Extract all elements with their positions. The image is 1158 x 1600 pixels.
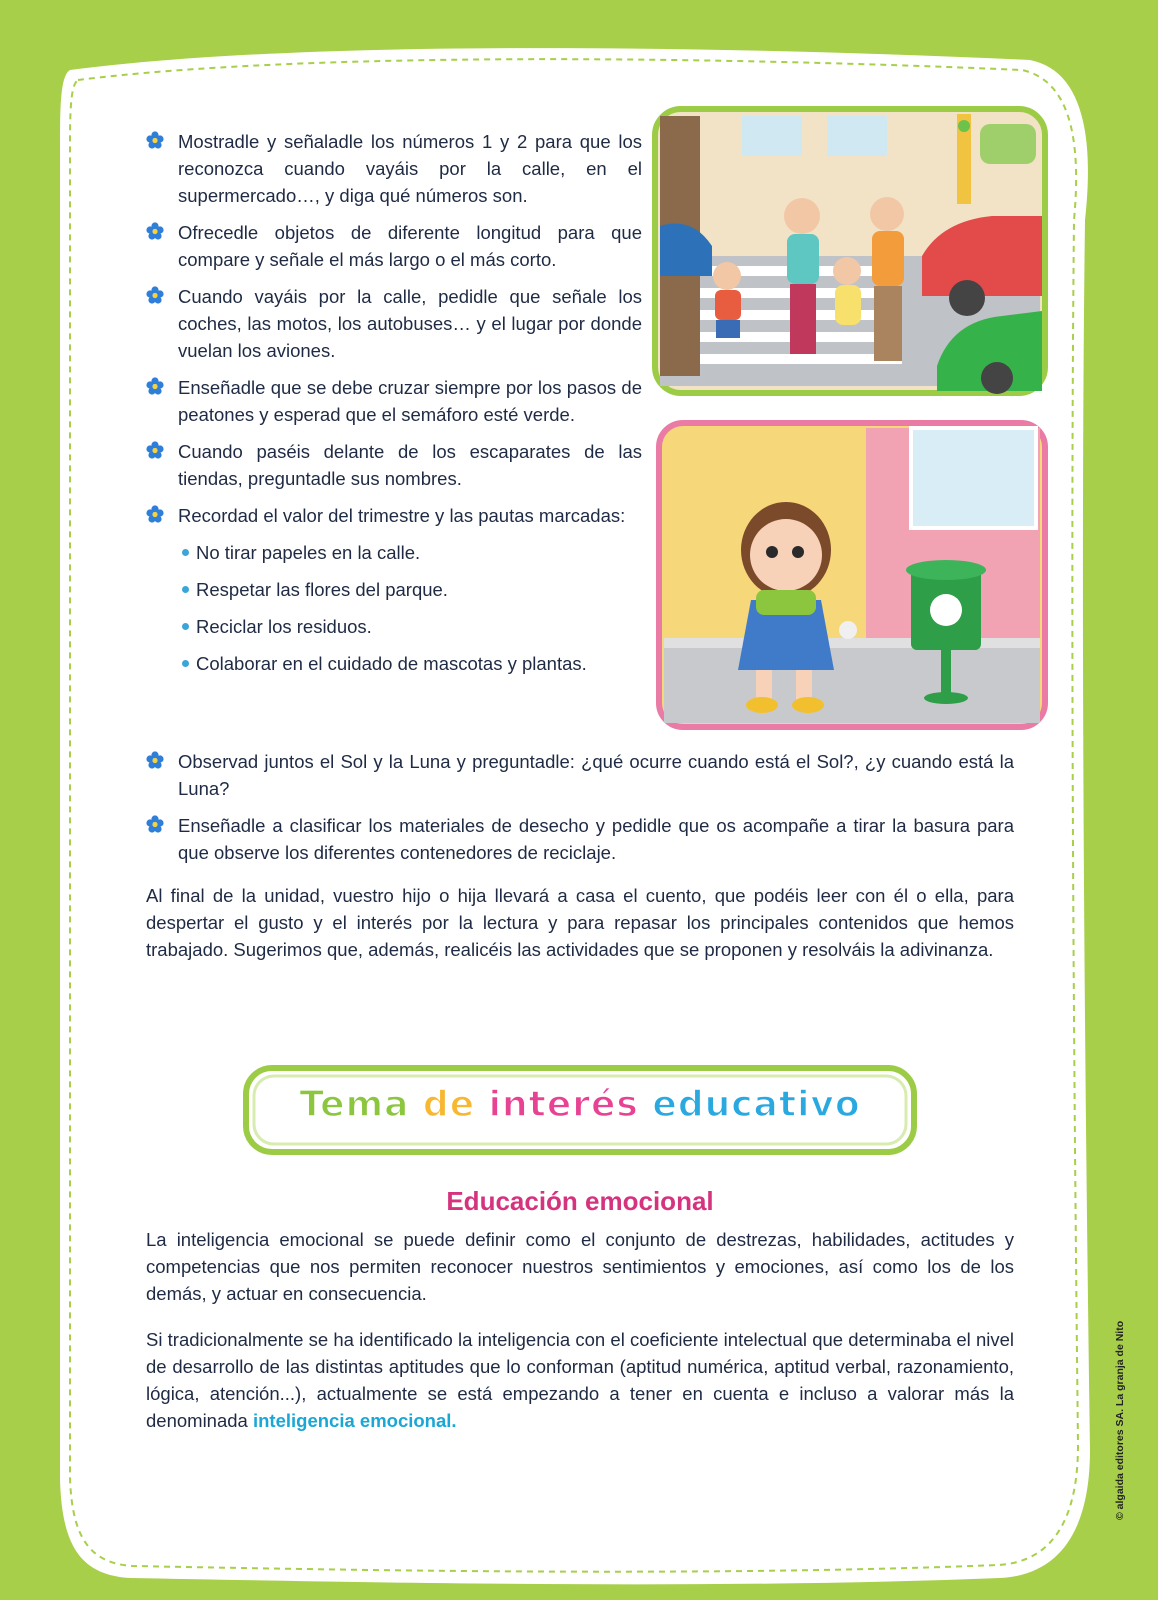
bullet-dot-icon (182, 586, 189, 593)
recycle-icon (930, 594, 962, 626)
highlight-term: inteligencia emocional. (252, 1410, 457, 1431)
list-item (146, 502, 642, 529)
list-item-text: Cuando vayáis por la calle, pedidle que señale los coches, las motos, los autobuses… y el lugar por donde vuelan los aviones. (178, 286, 642, 361)
bullet-dot-icon (182, 660, 189, 667)
banner-word: Tema (299, 1084, 410, 1125)
sub-list-item-text: Respetar las flores del parque. (196, 579, 448, 600)
section-title: Educación emocional (446, 1186, 714, 1216)
flower-icon (146, 815, 164, 833)
flower-icon (146, 751, 164, 769)
copyright-credit: © algaida editores SA. La granja de Nito (1114, 1320, 1126, 1520)
sub-list-item-text: Reciclar los residuos. (196, 616, 372, 637)
flower-icon (146, 222, 164, 240)
sub-list-item (146, 613, 642, 640)
flower-icon (146, 377, 164, 395)
list-item (146, 748, 1014, 802)
banner-word: interés (488, 1084, 639, 1125)
activity-list-wide (146, 748, 1014, 876)
banner-word: de (422, 1084, 476, 1125)
intelligence-paragraph (146, 1326, 1014, 1434)
flower-icon (146, 131, 164, 149)
list-item-text: Observad juntos el Sol y la Luna y preguntadle: ¿qué ocurre cuando está el Sol?, ¿y cuando está la Luna? (178, 751, 1014, 799)
list-item-text: Enseñadle a clasificar los materiales de desecho y pedidle que os acompañe a tirar la basura para que observe los diferentes contenedores de reciclaje. (178, 815, 1014, 863)
sub-list-item-text: Colaborar en el cuidado de mascotas y plantas. (196, 653, 587, 674)
bullet-dot-icon (182, 549, 189, 556)
list-item-text: Cuando paséis delante de los escaparates de las tiendas, preguntadle sus nombres. (178, 441, 642, 489)
flower-icon (146, 441, 164, 459)
list-item (146, 374, 642, 428)
banner-space (475, 1084, 489, 1125)
list-item-text: Mostradle y señaladle los números 1 y 2 para que los reconozca cuando vayáis por la calle, en el supermercado…, y diga qué números son. (178, 131, 642, 206)
flower-icon (146, 286, 164, 304)
story-paragraph: Al final de la unidad, vuestro hijo o hija llevará a casa el cuento, que podéis leer con él o ella, para despertar el gusto y el interés por la lectura y para repasar los principales contenidos que hemos trabajado. Sugerimos que, además, realicéis las actividades que se proponen y resolváis la adivinanza. (146, 885, 1014, 960)
definition-paragraph: La inteligencia emocional se puede definir como el conjunto de destrezas, habilidades, actitudes y competencias que nos permiten reconocer nuestros sentimientos y emociones, así como los de los demás, y actuar en consecuencia. (146, 1229, 1014, 1304)
girl-recycling-illustration (656, 420, 1048, 730)
list-item (146, 283, 642, 364)
list-item (146, 438, 642, 492)
list-item (146, 812, 1014, 866)
sub-list-item-text: No tirar papeles en la calle. (196, 542, 421, 563)
street-crossing-illustration (652, 106, 1048, 396)
flower-icon (146, 505, 164, 523)
paragraph-text: Si tradicionalmente se ha identificado la inteligencia con el coeficiente intelectual que determinaba el nivel de desarrollo de las distintas aptitudes que lo conforman (aptitud numérica, aptitud verbal, razonamiento, lógica, atención...), actualmente se está empezando a tener en cuenta e incluso a valorar más la denominada (146, 1329, 1014, 1431)
banner-space (409, 1084, 423, 1125)
sub-list-item (146, 539, 642, 566)
sub-list-item (146, 576, 642, 603)
list-item-text: Ofrecedle objetos de diferente longitud para que compare y señale el más largo o el más corto. (178, 222, 642, 270)
list-item-text: Recordad el valor del trimestre y las pautas marcadas: (178, 505, 626, 526)
banner-word: educativo (652, 1084, 861, 1125)
sub-list-item (146, 650, 642, 677)
bullet-dot-icon (182, 623, 189, 630)
list-item (146, 219, 642, 273)
activity-list (146, 128, 642, 687)
banner-space (639, 1084, 653, 1125)
list-item-text: Enseñadle que se debe cruzar siempre por los pasos de peatones y esperad que el semáforo esté verde. (178, 377, 642, 425)
list-item (146, 128, 642, 209)
banner-title (242, 1084, 918, 1125)
